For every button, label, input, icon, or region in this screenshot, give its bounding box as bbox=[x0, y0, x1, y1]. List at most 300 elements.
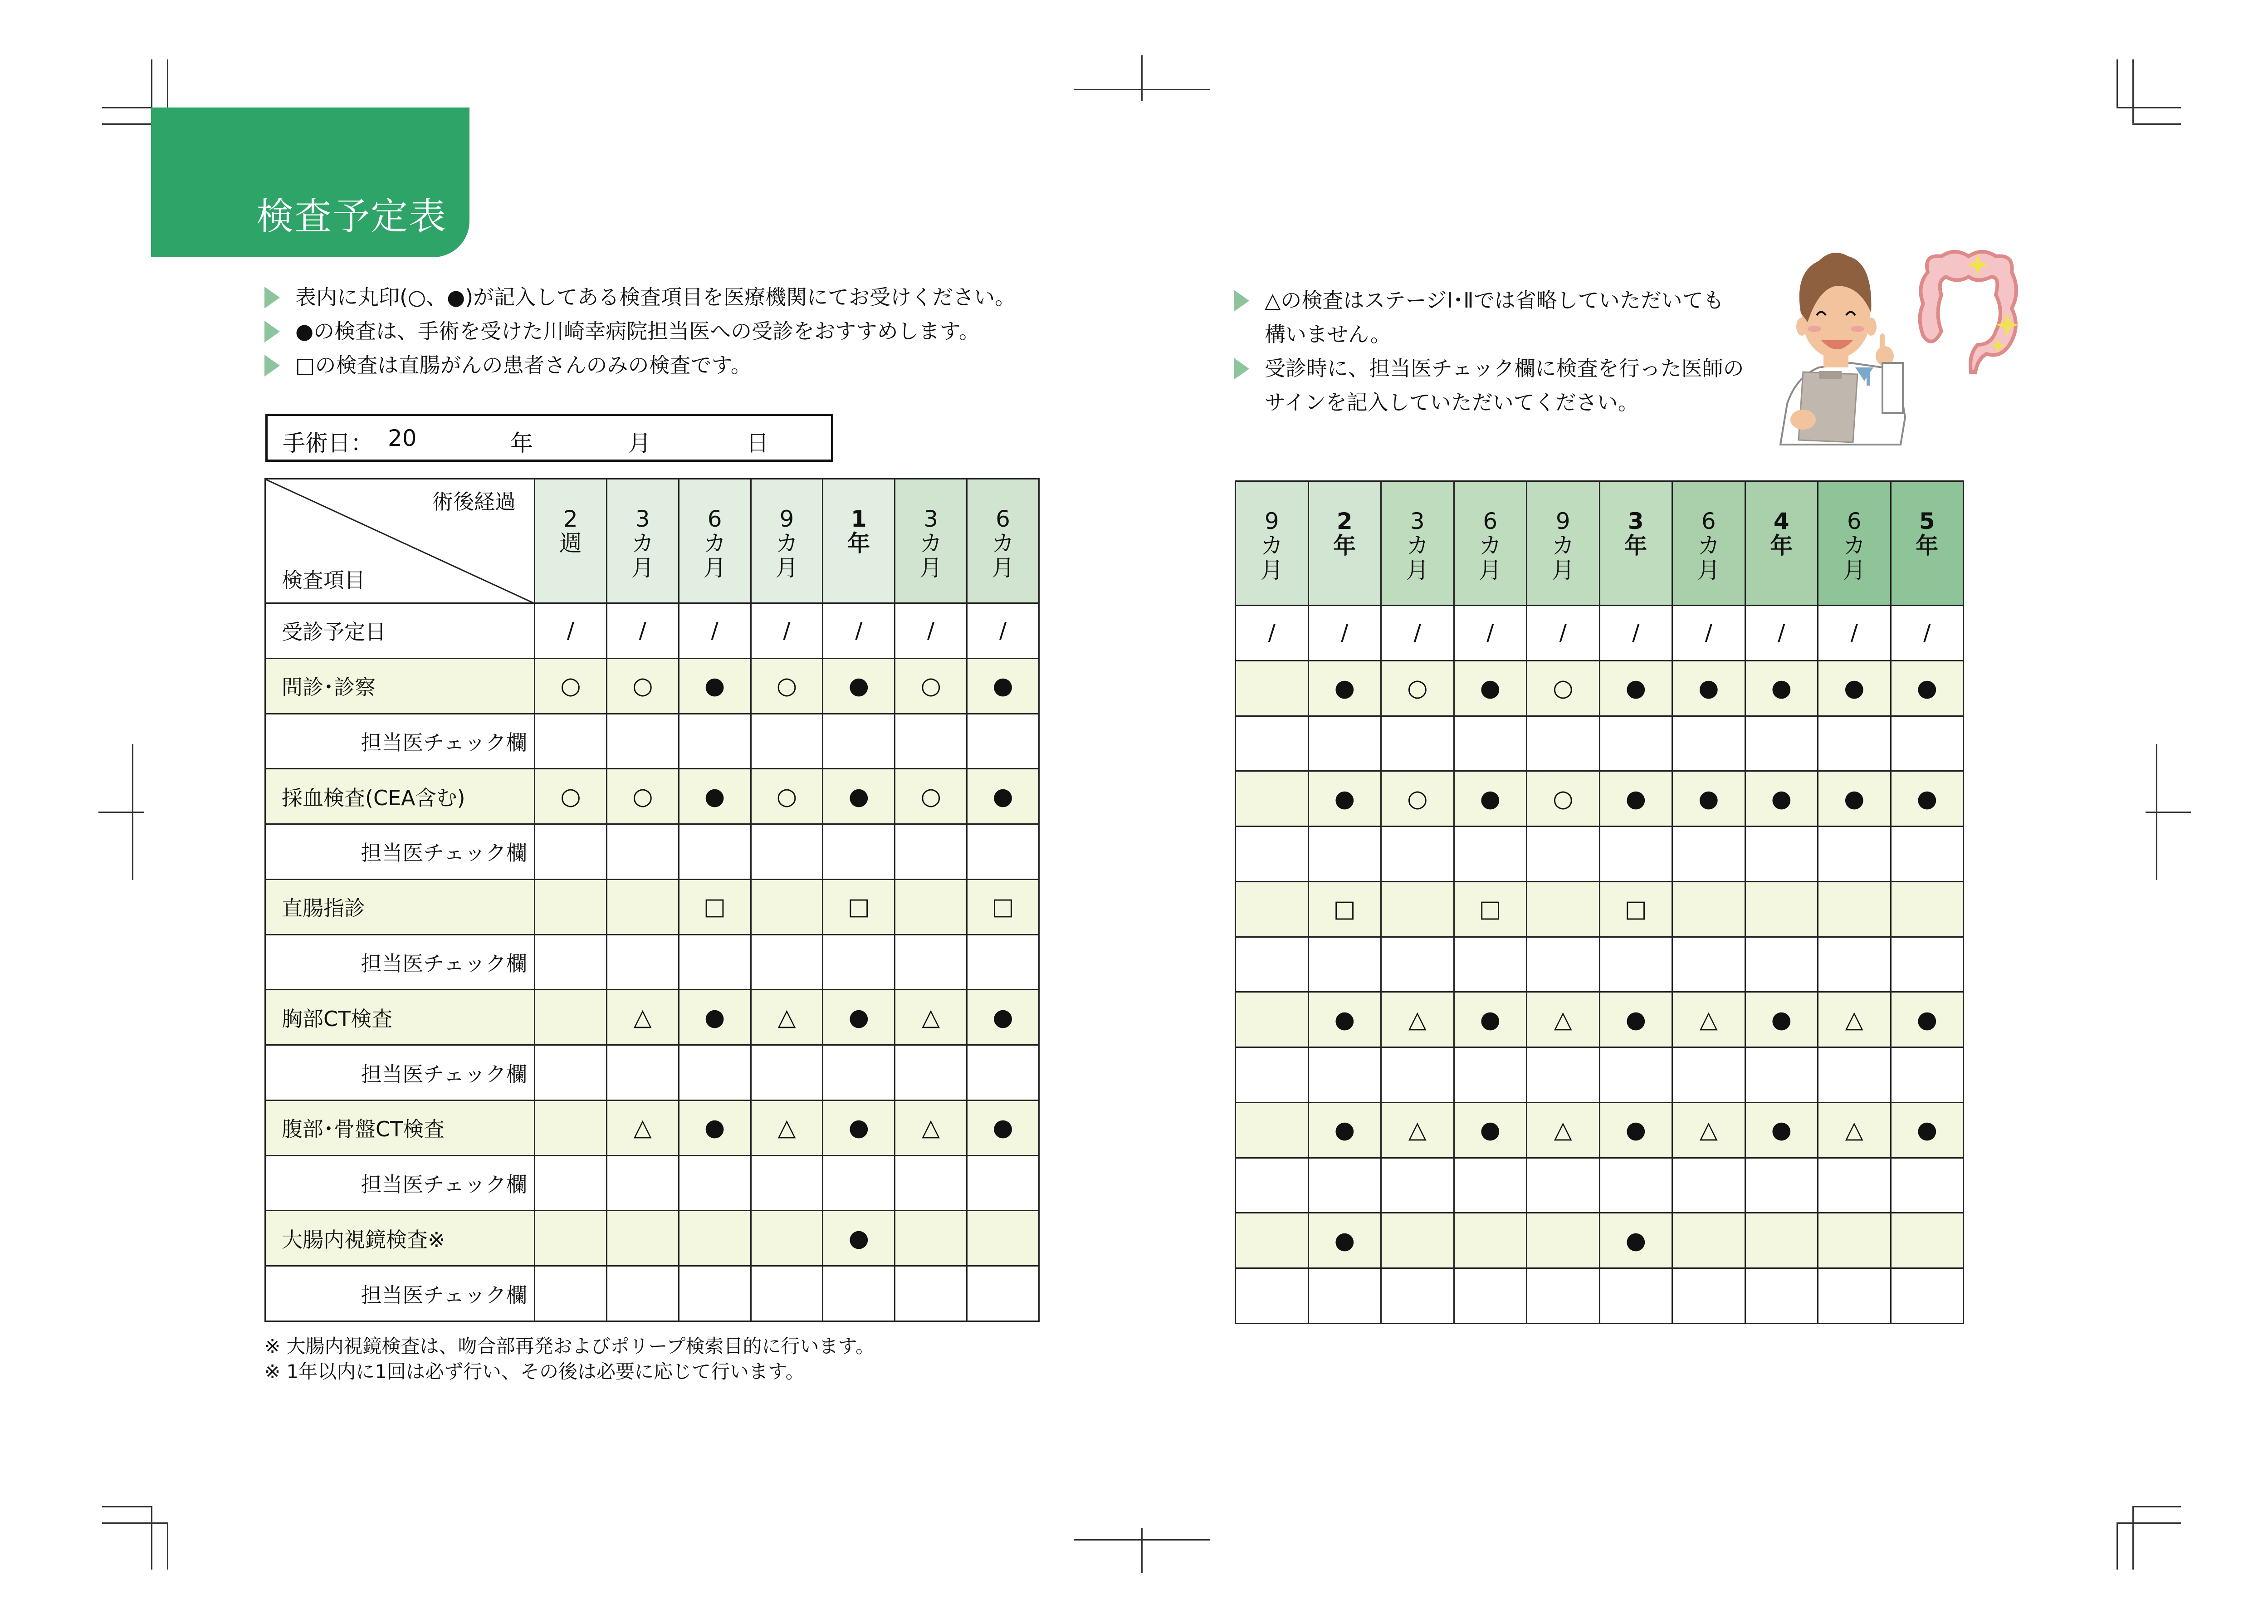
doctor-sign-cell[interactable] bbox=[1891, 1158, 1964, 1213]
doctor-sign-cell[interactable] bbox=[751, 1045, 823, 1101]
doctor-sign-cell[interactable] bbox=[679, 934, 751, 990]
doctor-sign-cell[interactable] bbox=[1308, 1268, 1381, 1324]
doctor-sign-cell[interactable] bbox=[1236, 937, 1309, 992]
doctor-sign-cell[interactable] bbox=[679, 1266, 751, 1321]
table-row bbox=[1236, 992, 1964, 1047]
column-header bbox=[1672, 481, 1745, 606]
filled-circle-icon: ● bbox=[1625, 785, 1646, 812]
column-header bbox=[1381, 481, 1454, 606]
doctor-sign-cell[interactable] bbox=[1308, 1047, 1381, 1103]
exam-mark-cell bbox=[1454, 1213, 1527, 1268]
doctor-sign-cell[interactable] bbox=[1599, 937, 1672, 992]
visit-date-cell[interactable] bbox=[895, 603, 967, 659]
doctor-sign-cell[interactable] bbox=[1454, 937, 1527, 992]
exam-item-label: 大腸内視鏡検査※ bbox=[265, 1211, 535, 1266]
filled-circle-icon: ● bbox=[1625, 1227, 1646, 1254]
exam-mark-cell bbox=[967, 658, 1039, 714]
exam-mark-cell bbox=[895, 1100, 967, 1155]
filled-circle-icon: ● bbox=[1771, 675, 1792, 702]
exam-mark-cell bbox=[1599, 1213, 1672, 1268]
doctor-sign-cell[interactable] bbox=[535, 714, 607, 769]
column-header-char: 2 bbox=[563, 506, 578, 532]
exam-item-label: 受診予定日 bbox=[265, 603, 535, 659]
doctor-sign-cell[interactable] bbox=[1891, 1047, 1964, 1103]
doctor-sign-cell[interactable] bbox=[1818, 1268, 1891, 1324]
open-circle-icon: ○ bbox=[1407, 675, 1428, 702]
column-header-char: 年 bbox=[1333, 533, 1356, 559]
exam-mark-cell bbox=[1818, 1213, 1891, 1268]
doctor-sign-cell[interactable] bbox=[751, 1266, 823, 1321]
doctor-sign-cell[interactable] bbox=[967, 934, 1039, 990]
doctor-sign-cell[interactable] bbox=[895, 1266, 967, 1321]
exam-mark-cell bbox=[1818, 881, 1891, 937]
exam-mark-cell bbox=[679, 658, 751, 714]
exam-mark-cell bbox=[1381, 1102, 1454, 1158]
table-row bbox=[265, 1045, 1039, 1101]
visit-date-cell[interactable] bbox=[1381, 606, 1454, 661]
exam-mark-cell bbox=[967, 879, 1039, 934]
filled-circle-icon: ● bbox=[704, 1114, 725, 1142]
column-header-char: 月 bbox=[919, 555, 943, 581]
open-circle-icon: ○ bbox=[776, 672, 797, 700]
doctor-sign-cell[interactable] bbox=[1236, 1158, 1309, 1213]
doctor-sign-cell[interactable] bbox=[1308, 716, 1381, 771]
date-slash: / bbox=[1268, 620, 1276, 646]
doctor-check-label: 担当医チェック欄 bbox=[265, 934, 535, 990]
exam-mark-cell bbox=[823, 879, 895, 934]
doctor-sign-cell[interactable] bbox=[895, 1045, 967, 1101]
exam-mark-cell bbox=[1308, 992, 1381, 1047]
doctor-sign-cell[interactable] bbox=[1672, 716, 1745, 771]
doctor-sign-cell[interactable] bbox=[1818, 1158, 1891, 1213]
doctor-sign-cell[interactable] bbox=[1454, 827, 1527, 882]
doctor-sign-cell[interactable] bbox=[1381, 716, 1454, 771]
column-header bbox=[1236, 481, 1309, 606]
column-header-char: 月 bbox=[1406, 557, 1429, 583]
filled-circle-icon: ● bbox=[1916, 675, 1937, 702]
visit-date-cell[interactable] bbox=[1454, 606, 1527, 661]
doctor-sign-cell[interactable] bbox=[1236, 827, 1309, 882]
table-row bbox=[1236, 1158, 1964, 1213]
surgery-date-label: 手術日： bbox=[283, 430, 373, 456]
date-slash: / bbox=[927, 618, 935, 644]
doctor-sign-cell[interactable] bbox=[823, 714, 895, 769]
surgery-date-year-prefix: 20 bbox=[388, 425, 417, 451]
doctor-sign-cell[interactable] bbox=[1236, 1268, 1309, 1324]
doctor-sign-cell[interactable] bbox=[535, 1266, 607, 1321]
doctor-sign-cell[interactable] bbox=[967, 1155, 1039, 1211]
doctor-sign-cell[interactable] bbox=[1236, 1047, 1309, 1103]
column-header bbox=[1599, 481, 1672, 606]
doctor-sign-cell[interactable] bbox=[1672, 1047, 1745, 1103]
doctor-sign-cell[interactable] bbox=[535, 934, 607, 990]
column-header bbox=[535, 479, 607, 603]
doctor-sign-cell[interactable] bbox=[1381, 937, 1454, 992]
bullet-triangle-icon bbox=[1234, 290, 1249, 312]
column-header-char: 9 bbox=[1264, 508, 1279, 534]
doctor-sign-cell[interactable] bbox=[895, 1155, 967, 1211]
column-header-char: 6 bbox=[707, 506, 722, 532]
open-circle-icon: ○ bbox=[560, 672, 581, 700]
doctor-sign-cell[interactable] bbox=[1672, 1158, 1745, 1213]
date-slash: / bbox=[1850, 620, 1858, 646]
doctor-sign-cell[interactable] bbox=[1818, 716, 1891, 771]
exam-mark-cell bbox=[967, 769, 1039, 824]
doctor-sign-cell[interactable] bbox=[823, 934, 895, 990]
column-header-char: 3 bbox=[1628, 508, 1644, 534]
exam-mark-cell bbox=[895, 879, 967, 934]
doctor-sign-cell[interactable] bbox=[679, 1155, 751, 1211]
instruction-1: 表内に丸印(○、●)が記入してある検査項目を医療機関にてお受けください。 bbox=[264, 280, 1016, 314]
filled-circle-icon: ● bbox=[992, 1003, 1013, 1031]
open-circle-icon: ○ bbox=[1407, 785, 1428, 812]
visit-date-cell[interactable] bbox=[967, 603, 1039, 659]
date-slash: / bbox=[783, 618, 791, 644]
exam-mark-cell bbox=[1599, 992, 1672, 1047]
doctor-sign-cell[interactable] bbox=[895, 824, 967, 880]
doctor-sign-cell[interactable] bbox=[967, 824, 1039, 880]
exam-mark-cell bbox=[1891, 771, 1964, 827]
doctor-sign-cell[interactable] bbox=[1599, 1268, 1672, 1324]
table-row bbox=[265, 1155, 1039, 1211]
doctor-sign-cell[interactable] bbox=[1745, 827, 1818, 882]
open-circle-icon: ○ bbox=[920, 783, 941, 810]
exam-mark-cell bbox=[1308, 881, 1381, 937]
column-header-char: 年 bbox=[847, 530, 870, 557]
column-header-char: 5 bbox=[1919, 508, 1935, 534]
exam-mark-cell bbox=[606, 990, 679, 1045]
exam-item-label: 採血検査(CEA含む) bbox=[265, 769, 535, 824]
open-circle-icon: ○ bbox=[776, 783, 797, 810]
exam-mark-cell bbox=[1891, 1213, 1964, 1268]
doctor-sign-cell[interactable] bbox=[679, 824, 751, 880]
doctor-sign-cell[interactable] bbox=[1381, 1268, 1454, 1324]
doctor-sign-cell[interactable] bbox=[751, 1155, 823, 1211]
open-circle-icon: ○ bbox=[632, 783, 653, 810]
column-header-char: 月 bbox=[1479, 557, 1502, 583]
doctor-sign-cell[interactable] bbox=[1454, 1268, 1527, 1324]
surgery-date-field[interactable] bbox=[265, 414, 833, 462]
column-header-char: 3 bbox=[635, 506, 650, 532]
doctor-sign-cell[interactable] bbox=[1818, 1047, 1891, 1103]
filled-circle-icon: ● bbox=[1480, 675, 1501, 702]
doctor-sign-cell[interactable] bbox=[1527, 1047, 1600, 1103]
doctor-sign-cell[interactable] bbox=[1818, 827, 1891, 882]
doctor-sign-cell[interactable] bbox=[1381, 827, 1454, 882]
instruction-5: 受診時に、担当医チェック欄に検査を行った医師の サインを記入していただいてください。 bbox=[1234, 352, 1744, 420]
exam-mark-cell bbox=[1672, 881, 1745, 937]
exam-mark-cell bbox=[1381, 881, 1454, 937]
exam-mark-cell bbox=[751, 879, 823, 934]
exam-mark-cell bbox=[535, 879, 607, 934]
column-header-char: 9 bbox=[1555, 508, 1570, 534]
triangle-icon: △ bbox=[633, 1114, 652, 1142]
exam-mark-cell bbox=[1745, 660, 1818, 716]
filled-circle-icon: ● bbox=[704, 783, 725, 810]
doctor-sign-cell[interactable] bbox=[535, 824, 607, 880]
bullet-triangle-icon bbox=[264, 321, 280, 342]
visit-date-cell[interactable] bbox=[535, 603, 607, 659]
column-header-char: カ bbox=[992, 530, 1015, 557]
doctor-sign-cell[interactable] bbox=[1527, 827, 1600, 882]
filled-circle-icon: ● bbox=[1480, 1006, 1501, 1033]
exam-mark-cell bbox=[823, 1100, 895, 1155]
filled-circle-icon: ● bbox=[1916, 785, 1937, 812]
doctor-sign-cell[interactable] bbox=[823, 1045, 895, 1101]
doctor-sign-cell[interactable] bbox=[895, 714, 967, 769]
table-row bbox=[265, 934, 1039, 990]
visit-date-cell[interactable] bbox=[1672, 606, 1745, 661]
open-circle-icon: ○ bbox=[1553, 785, 1574, 812]
filled-circle-icon: ● bbox=[1771, 1006, 1792, 1033]
table-row bbox=[265, 990, 1039, 1045]
exam-mark-cell bbox=[895, 658, 967, 714]
exam-mark-cell bbox=[1381, 1213, 1454, 1268]
large-intestine-icon bbox=[1914, 245, 2023, 381]
doctor-sign-cell[interactable] bbox=[1308, 827, 1381, 882]
doctor-sign-cell[interactable] bbox=[606, 1266, 679, 1321]
bullet-triangle-icon bbox=[264, 355, 280, 377]
exam-mark-cell bbox=[1236, 771, 1309, 827]
exam-mark-cell bbox=[535, 990, 607, 1045]
column-header bbox=[751, 479, 823, 603]
doctor-sign-cell[interactable] bbox=[823, 1266, 895, 1321]
doctor-sign-cell[interactable] bbox=[1381, 1158, 1454, 1213]
exam-mark-cell bbox=[679, 1211, 751, 1266]
date-slash: / bbox=[1778, 620, 1785, 646]
triangle-icon: △ bbox=[1699, 1116, 1718, 1144]
visit-date-cell[interactable] bbox=[1745, 606, 1818, 661]
column-header-char: 月 bbox=[1551, 557, 1574, 583]
surgery-date-year-unit: 年 bbox=[510, 430, 533, 456]
table-row bbox=[1236, 660, 1964, 716]
date-slash: / bbox=[1413, 620, 1421, 646]
doctor-sign-cell[interactable] bbox=[1599, 1047, 1672, 1103]
date-slash: / bbox=[855, 618, 863, 644]
doctor-sign-cell[interactable] bbox=[606, 934, 679, 990]
doctor-sign-cell[interactable] bbox=[751, 934, 823, 990]
triangle-icon: △ bbox=[777, 1114, 796, 1142]
filled-circle-icon: ● bbox=[1625, 1116, 1646, 1144]
column-header-char: 月 bbox=[1843, 557, 1866, 583]
exam-mark-cell bbox=[1454, 881, 1527, 937]
doctor-sign-cell[interactable] bbox=[1527, 716, 1600, 771]
visit-date-cell[interactable] bbox=[1527, 606, 1600, 661]
instruction-3: □の検査は直腸がんの患者さんのみの検査です。 bbox=[264, 348, 752, 382]
doctor-sign-cell[interactable] bbox=[606, 1155, 679, 1211]
table-row bbox=[265, 714, 1039, 769]
filled-circle-icon: ● bbox=[1844, 785, 1865, 812]
visit-date-cell[interactable] bbox=[1891, 606, 1964, 661]
exam-item-label: 直腸指診 bbox=[265, 879, 535, 934]
exam-mark-cell bbox=[606, 879, 679, 934]
triangle-icon: △ bbox=[1554, 1006, 1572, 1033]
exam-mark-cell bbox=[1818, 660, 1891, 716]
doctor-sign-cell[interactable] bbox=[679, 714, 751, 769]
filled-circle-icon: ● bbox=[1625, 675, 1646, 702]
exam-mark-cell bbox=[895, 1211, 967, 1266]
doctor-sign-cell[interactable] bbox=[1745, 1047, 1818, 1103]
doctor-sign-cell[interactable] bbox=[1891, 1268, 1964, 1324]
exam-mark-cell bbox=[1454, 660, 1527, 716]
doctor-sign-cell[interactable] bbox=[1672, 937, 1745, 992]
doctor-sign-cell[interactable] bbox=[1599, 716, 1672, 771]
table-row bbox=[265, 658, 1039, 714]
doctor-sign-cell[interactable] bbox=[967, 1266, 1039, 1321]
doctor-sign-cell[interactable] bbox=[967, 1045, 1039, 1101]
column-header-char: 1 bbox=[850, 506, 867, 532]
doctor-sign-cell[interactable] bbox=[1745, 937, 1818, 992]
square-icon: □ bbox=[1479, 895, 1501, 923]
doctor-sign-cell[interactable] bbox=[751, 714, 823, 769]
column-header-char: 月 bbox=[992, 555, 1015, 581]
exam-mark-cell bbox=[751, 769, 823, 824]
doctor-check-label: 担当医チェック欄 bbox=[265, 824, 535, 880]
doctor-sign-cell[interactable] bbox=[606, 714, 679, 769]
doctor-sign-cell[interactable] bbox=[1454, 716, 1527, 771]
column-header-char: カ bbox=[1479, 533, 1502, 559]
doctor-sign-cell[interactable] bbox=[1454, 1047, 1527, 1103]
filled-circle-icon: ● bbox=[992, 672, 1013, 700]
surgery-date-day-unit: 日 bbox=[746, 430, 769, 456]
doctor-sign-cell[interactable] bbox=[1891, 827, 1964, 882]
triangle-icon: △ bbox=[1408, 1006, 1427, 1033]
exam-mark-cell bbox=[1454, 1102, 1527, 1158]
surgery-date-month-unit: 月 bbox=[628, 430, 651, 456]
exam-mark-cell bbox=[1891, 881, 1964, 937]
column-header-char: 月 bbox=[631, 555, 654, 581]
exam-mark-cell bbox=[1381, 660, 1454, 716]
exam-mark-cell bbox=[1599, 771, 1672, 827]
doctor-sign-cell[interactable] bbox=[1599, 827, 1672, 882]
exam-mark-cell bbox=[1308, 1102, 1381, 1158]
visit-date-cell[interactable] bbox=[679, 603, 751, 659]
visit-date-cell[interactable] bbox=[823, 603, 895, 659]
instruction-2: ●の検査は、手術を受けた川崎幸病院担当医への受診をおすすめします。 bbox=[264, 314, 980, 348]
doctor-sign-cell[interactable] bbox=[535, 1045, 607, 1101]
visit-date-cell[interactable] bbox=[1236, 606, 1309, 661]
doctor-sign-cell[interactable] bbox=[1308, 937, 1381, 992]
table-row bbox=[1236, 1102, 1964, 1158]
doctor-sign-cell[interactable] bbox=[606, 824, 679, 880]
filled-circle-icon: ● bbox=[1334, 1227, 1355, 1254]
doctor-sign-cell[interactable] bbox=[1891, 937, 1964, 992]
open-circle-icon: ○ bbox=[920, 672, 941, 700]
doctor-sign-cell[interactable] bbox=[1745, 1158, 1818, 1213]
column-header-char: 9 bbox=[779, 506, 794, 532]
visit-date-cell[interactable] bbox=[1308, 606, 1381, 661]
exam-mark-cell bbox=[1672, 1213, 1745, 1268]
exam-mark-cell bbox=[606, 658, 679, 714]
doctor-sign-cell[interactable] bbox=[1818, 937, 1891, 992]
doctor-sign-cell[interactable] bbox=[1236, 716, 1309, 771]
column-header-char: 年 bbox=[1624, 533, 1647, 559]
exam-mark-cell bbox=[1672, 1102, 1745, 1158]
doctor-sign-cell[interactable] bbox=[1381, 1047, 1454, 1103]
doctor-sign-cell[interactable] bbox=[823, 1155, 895, 1211]
visit-date-cell[interactable] bbox=[606, 603, 679, 659]
schedule-table-left bbox=[264, 478, 1040, 1322]
table-row bbox=[1236, 716, 1964, 771]
doctor-sign-cell[interactable] bbox=[823, 824, 895, 880]
doctor-sign-cell[interactable] bbox=[895, 934, 967, 990]
column-header-char: カ bbox=[631, 530, 654, 557]
date-slash: / bbox=[567, 618, 574, 644]
exam-mark-cell bbox=[1236, 1102, 1309, 1158]
table-row bbox=[265, 1100, 1039, 1155]
triangle-icon: △ bbox=[1554, 1116, 1572, 1144]
exam-mark-cell bbox=[1381, 992, 1454, 1047]
exam-mark-cell bbox=[1745, 1102, 1818, 1158]
doctor-sign-cell[interactable] bbox=[967, 714, 1039, 769]
doctor-sign-cell[interactable] bbox=[1599, 1158, 1672, 1213]
exam-mark-cell bbox=[751, 990, 823, 1045]
doctor-sign-cell[interactable] bbox=[1891, 716, 1964, 771]
doctor-sign-cell[interactable] bbox=[606, 1045, 679, 1101]
doctor-sign-cell[interactable] bbox=[1527, 1158, 1600, 1213]
doctor-sign-cell[interactable] bbox=[679, 1045, 751, 1101]
doctor-sign-cell[interactable] bbox=[1672, 1268, 1745, 1324]
exam-mark-cell bbox=[535, 1100, 607, 1155]
exam-mark-cell bbox=[967, 1100, 1039, 1155]
table-row bbox=[1236, 606, 1964, 661]
doctor-sign-cell[interactable] bbox=[1308, 1158, 1381, 1213]
filled-circle-icon: ● bbox=[1771, 785, 1792, 812]
doctor-check-label: 担当医チェック欄 bbox=[265, 714, 535, 769]
exam-mark-cell bbox=[1527, 1213, 1600, 1268]
doctor-sign-cell[interactable] bbox=[535, 1155, 607, 1211]
column-header bbox=[895, 479, 967, 603]
column-header-char: 月 bbox=[1260, 557, 1283, 583]
doctor-sign-cell[interactable] bbox=[1745, 716, 1818, 771]
date-slash: / bbox=[1559, 620, 1567, 646]
doctor-sign-cell[interactable] bbox=[1745, 1268, 1818, 1324]
date-slash: / bbox=[1486, 620, 1494, 646]
column-header bbox=[679, 479, 751, 603]
filled-circle-icon: ● bbox=[1698, 785, 1719, 812]
exam-mark-cell bbox=[751, 658, 823, 714]
column-header bbox=[606, 479, 679, 603]
table-row bbox=[1236, 1268, 1964, 1324]
square-icon: □ bbox=[847, 893, 870, 921]
exam-mark-cell bbox=[895, 769, 967, 824]
exam-mark-cell bbox=[1527, 771, 1600, 827]
filled-circle-icon: ● bbox=[704, 1003, 725, 1031]
instruction-4: △の検査はステージⅠ･Ⅱでは省略していただいても 構いません。 bbox=[1234, 284, 1724, 352]
doctor-sign-cell[interactable] bbox=[1527, 1268, 1600, 1324]
doctor-sign-cell[interactable] bbox=[1527, 937, 1600, 992]
column-header-char: 月 bbox=[775, 555, 798, 581]
doctor-sign-cell[interactable] bbox=[751, 824, 823, 880]
doctor-sign-cell[interactable] bbox=[1672, 827, 1745, 882]
column-header-char: カ bbox=[775, 530, 798, 557]
doctor-sign-cell[interactable] bbox=[1454, 1158, 1527, 1213]
doctor-check-label: 担当医チェック欄 bbox=[265, 1155, 535, 1211]
exam-mark-cell bbox=[751, 1100, 823, 1155]
column-header-char: 4 bbox=[1773, 508, 1789, 534]
square-icon: □ bbox=[1624, 895, 1647, 923]
exam-mark-cell bbox=[1891, 992, 1964, 1047]
visit-date-cell[interactable] bbox=[751, 603, 823, 659]
exam-mark-cell bbox=[1745, 771, 1818, 827]
corner-header bbox=[265, 479, 535, 603]
column-header-char: 3 bbox=[924, 506, 938, 532]
exam-mark-cell bbox=[606, 1211, 679, 1266]
visit-date-cell[interactable] bbox=[1599, 606, 1672, 661]
column-header bbox=[1818, 481, 1891, 606]
filled-circle-icon: ● bbox=[1480, 785, 1501, 812]
visit-date-cell[interactable] bbox=[1818, 606, 1891, 661]
